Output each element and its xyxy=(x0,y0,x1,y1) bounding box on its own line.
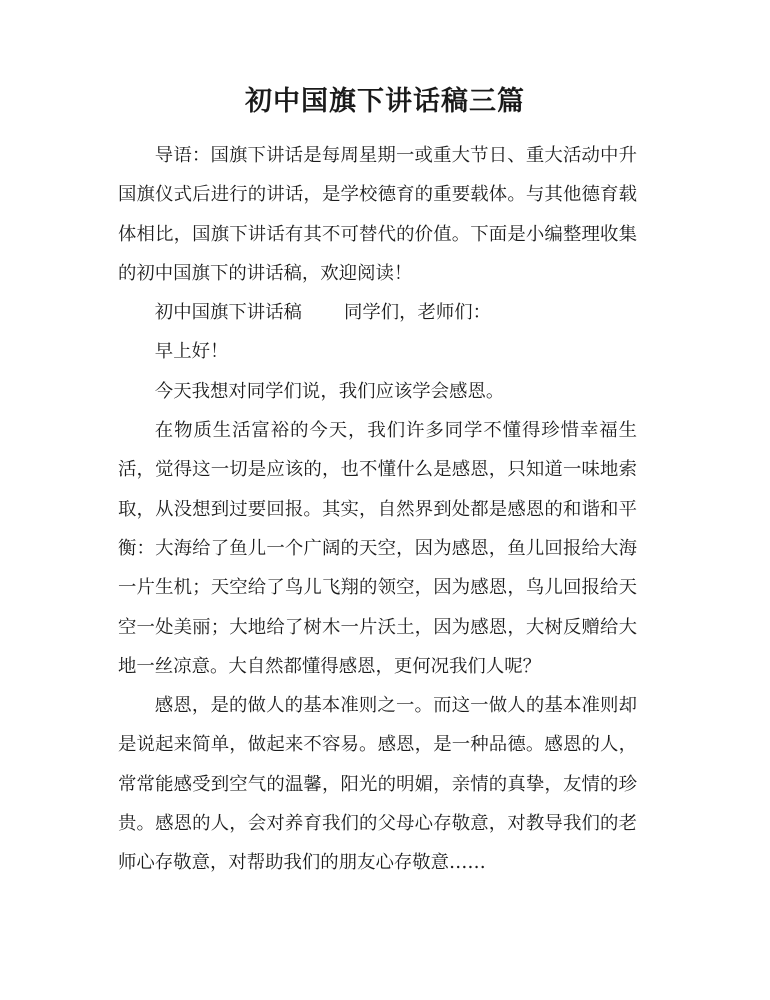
document-title: 初中国旗下讲话稿三篇 xyxy=(245,86,525,117)
speech-heading-line xyxy=(118,293,637,332)
intro-paragraph: 导语：国旗下讲话是每周星期一或重大节日、重大活动中升国旗仪式后进行的讲话，是学校德育的重要载体。与其他德育载体相比，国旗下讲话有其不可替代的价值。下面是小编整理收集的初中国旗下的讲话稿，欢迎阅读！ xyxy=(118,145,637,284)
document-body xyxy=(118,136,637,883)
body-paragraph-1: 今天我想对同学们说，我们应该学会感恩。 xyxy=(154,380,505,402)
body-paragraph-3: 感恩，是的做人的基本准则之一。而这一做人的基本准则却是说起来简单，做起来不容易。感恩，是一种品德。感恩的人，常常能感受到空气的温馨，阳光的明媚，亲情的真挚，友情的珍贵。感恩的人，会对养育我们的父母心存敬意，对教导我们的老师心存敬意，对帮助我们的朋友心存敬意…… xyxy=(118,695,637,874)
salutation: 同学们，老师们： xyxy=(343,302,492,324)
body-paragraph-2: 在物质生活富裕的今天，我们许多同学不懂得珍惜幸福生活，觉得这一切是应该的，也不懂什么是感恩，只知道一味地索取，从没想到过要回报。其实，自然界到处都是感恩的和谐和平衡：大海给了鱼儿一个广阔的天空，因为感恩，鱼儿回报给大海一片生机；天空给了鸟儿飞翔的领空，因为感恩，鸟儿回报给天空一处美丽；大地给了树木一片沃土，因为感恩，大树反赠给大地一丝凉意。大自然都懂得感恩，更何况我们人呢？ xyxy=(118,420,637,677)
greeting-paragraph: 早上好！ xyxy=(154,341,229,363)
speech-heading: 初中国旗下讲话稿 xyxy=(154,302,302,324)
